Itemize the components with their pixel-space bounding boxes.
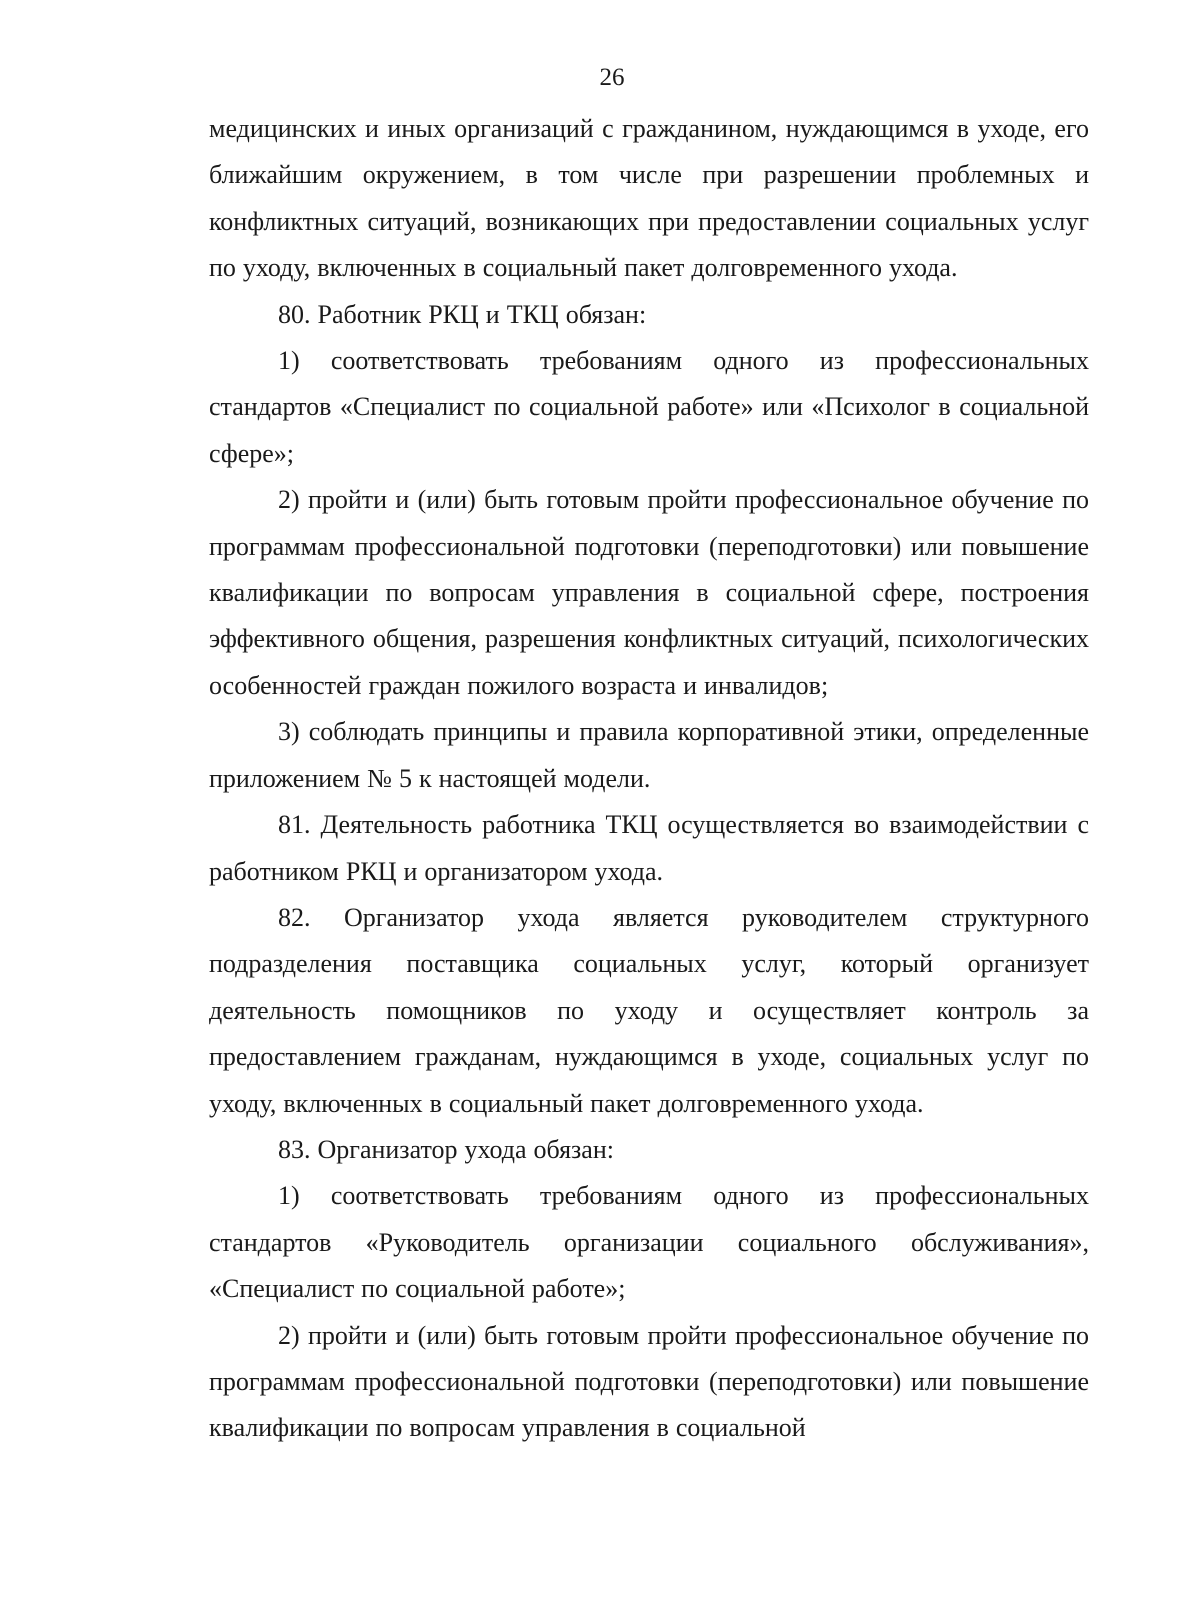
paragraph-item-82: 82. Организатор ухода является руководителем структурного подразделения поставщика социальных услуг, который организует деятельность помощников по уходу и осуществляет контроль за предоставлением гражданам, нуждающимся в уходе, социальных услуг по уходу, включенных в социальный пакет долговременного ухода. — [209, 902, 1089, 1118]
paragraph-item-83: 83. Организатор ухода обязан: — [278, 1134, 614, 1164]
paragraph-item-83-2: 2) пройти и (или) быть готовым пройти профессиональное обучение по программам профессиональной подготовки (переподготовки) или повышение квалификации по вопросам управления в социальной — [209, 1320, 1089, 1443]
paragraph-item-81: 81. Деятельность работника ТКЦ осуществляется во взаимодействии с работником РКЦ и организатором ухода. — [209, 810, 1089, 886]
paragraph-continuation: медицинских и иных организаций с гражданином, нуждающимся в уходе, его ближайшим окружением, в том числе при разрешении проблемных и конфликтных ситуаций, возникающих при предоставлении социальных услуг по уходу, включенных в социальный пакет долговременного ухода. — [209, 114, 1089, 283]
paragraph-item-80-3: 3) соблюдать принципы и правила корпоративной этики, определенные приложением № 5 к настоящей модели. — [209, 717, 1089, 793]
paragraph-item-80-2: 2) пройти и (или) быть готовым пройти профессиональное обучение по программам профессиональной подготовки (переподготовки) или повышение квалификации по вопросам управления в социальной сфере, построения эффективного общения, разрешения конфликтных ситуаций, психологических особенностей граждан пожилого возраста и инвалидов; — [209, 485, 1089, 700]
paragraph-item-83-1: 1) соответствовать требованиям одного из профессиональных стандартов «Руководитель организации социального обслуживания», «Специалист по социальной работе»; — [209, 1181, 1089, 1304]
page-number: 26 — [599, 64, 625, 91]
paragraph-item-80-1: 1) соответствовать требованиям одного из профессиональных стандартов «Специалист по социальной работе» или «Психолог в социальной сфере»; — [209, 346, 1089, 468]
paragraph-item-80: 80. Работник РКЦ и ТКЦ обязан: — [278, 299, 647, 329]
document-body — [209, 106, 1089, 1452]
